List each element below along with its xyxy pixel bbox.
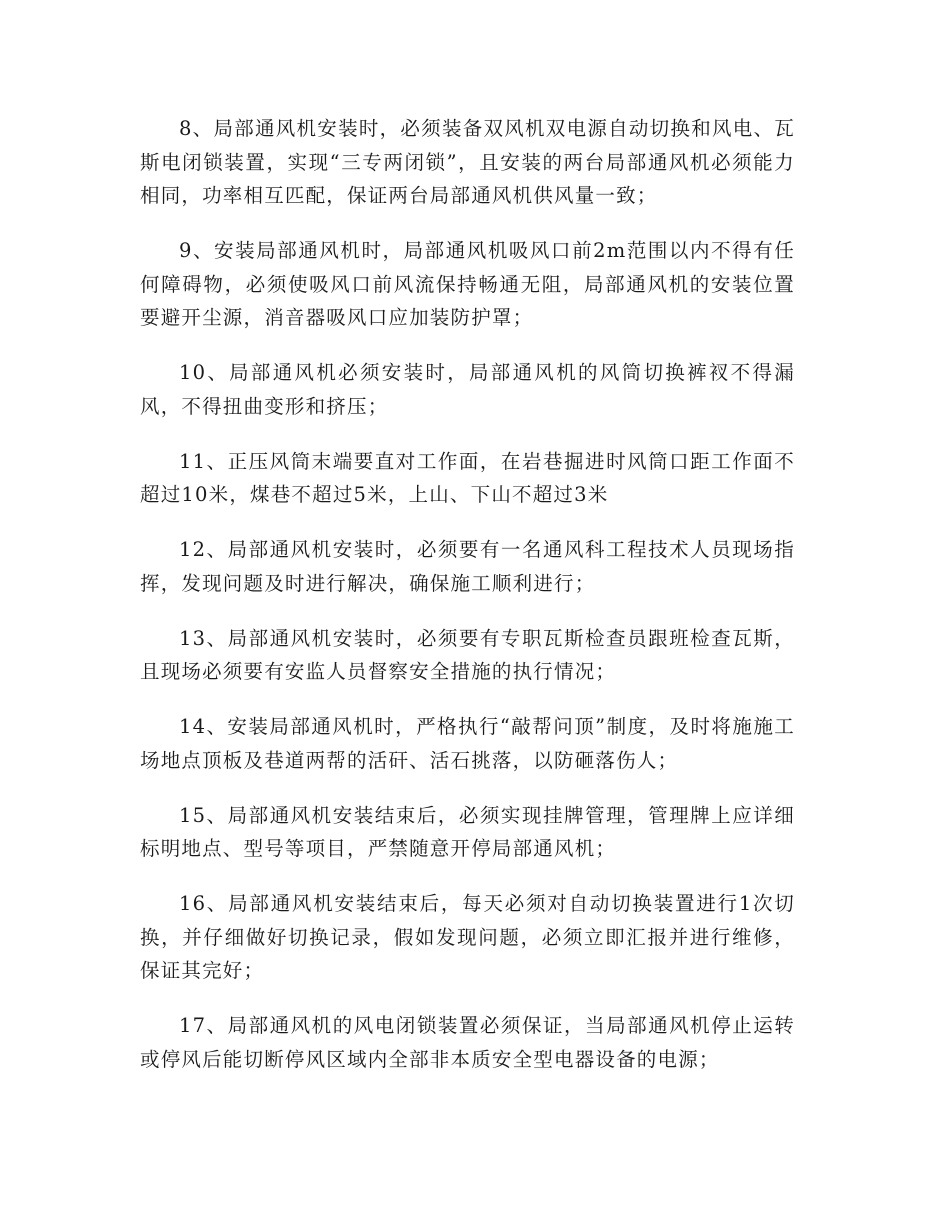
paragraph-item-12: 12、局部通风机安装时，必须要有一名通风科工程技术人员现场指挥，发现问题及时进行解决，确保施工顺利进行；	[140, 538, 795, 595]
paragraph-item-17: 17、局部通风机的风电闭锁装置必须保证，当局部通风机停止运转或停风后能切断停风区域内全部非本质安全型电器设备的电源；	[140, 1014, 795, 1071]
paragraph-item-11: 11、正压风筒末端要直对工作面，在岩巷掘进时风筒口距工作面不超过10米，煤巷不超过5米，上山、下山不超过3米	[140, 449, 795, 506]
paragraph-item-8: 8、局部通风机安装时，必须装备双风机双电源自动切换和风电、瓦斯电闭锁装置，实现“三专两闭锁”，且安装的两台局部通风机必须能力相同，功率相互匹配，保证两台局部通风机供风量一致；	[140, 117, 795, 207]
paragraph-item-15: 15、局部通风机安装结束后，必须实现挂牌管理，管理牌上应详细标明地点、型号等项目，严禁随意开停局部通风机；	[140, 803, 795, 860]
paragraph-item-9: 9、安装局部通风机时，局部通风机吸风口前2m范围以内不得有任何障碍物，必须使吸风口前风流保持畅通无阻，局部通风机的安装位置要避开尘源，消音器吸风口应加装防护罩；	[140, 239, 795, 329]
document-body	[140, 112, 795, 1098]
paragraph-item-10: 10、局部通风机必须安装时，局部通风机的风筒切换裤衩不得漏风，不得扭曲变形和挤压；	[140, 361, 795, 418]
paragraph-item-13: 13、局部通风机安装时，必须要有专职瓦斯检查员跟班检查瓦斯，且现场必须要有安监人员督察安全措施的执行情况；	[140, 626, 795, 683]
paragraph-item-16: 16、局部通风机安装结束后，每天必须对自动切换装置进行1次切换，并仔细做好切换记录，假如发现问题，必须立即汇报并进行维修，保证其完好；	[140, 892, 795, 982]
paragraph-item-14: 14、安装局部通风机时，严格执行“敲帮问顶”制度，及时将施施工场地点顶板及巷道两帮的活矸、活石挑落，以防砸落伤人；	[140, 715, 795, 772]
